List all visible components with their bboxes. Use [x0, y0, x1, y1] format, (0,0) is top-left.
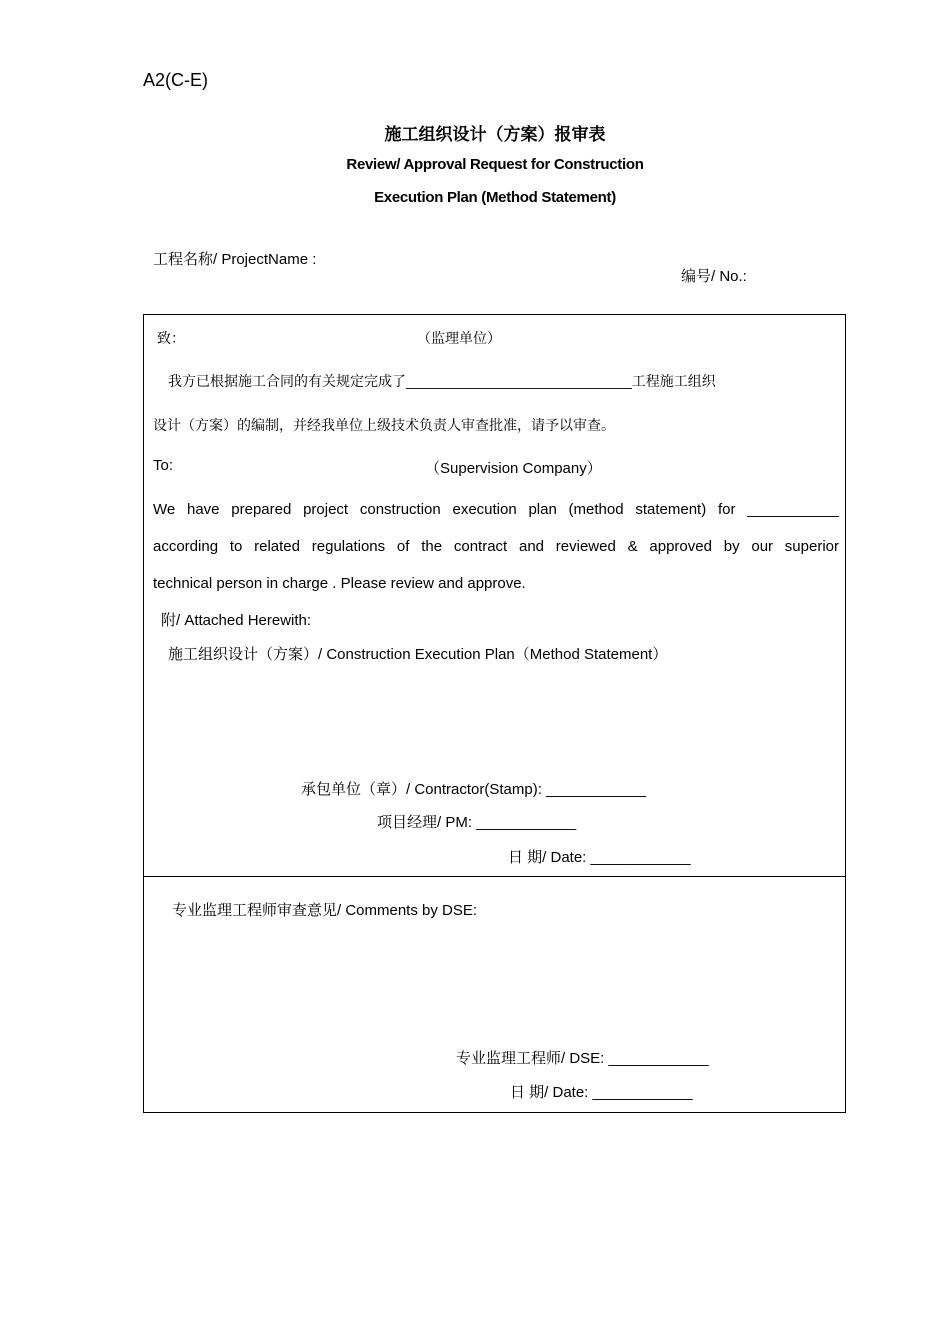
- to-label-cn: 致：: [157, 330, 185, 346]
- supervision-unit-cn: （监理单位）: [417, 330, 501, 346]
- document-number-label: 编号/ No.:: [681, 268, 747, 285]
- date-field: 日 期/ Date: ____________: [508, 849, 691, 866]
- supervision-company-en: （Supervision Company）: [425, 460, 602, 477]
- title-english-line1: Review/ Approval Request for Construction: [346, 156, 644, 173]
- title-chinese: 施工组织设计（方案）报审表: [384, 125, 606, 145]
- form-code: A2(C-E): [143, 70, 209, 90]
- review-section: [143, 876, 846, 1113]
- contractor-stamp-field: 承包单位（章）/ Contractor(Stamp): ____________: [301, 781, 647, 798]
- comments-label: 专业监理工程师审查意见/ Comments by DSE:: [172, 902, 478, 919]
- pm-field: 项目经理/ PM: ____________: [377, 814, 577, 831]
- attached-label: 附/ Attached Herewith:: [161, 612, 312, 629]
- project-name-label: 工程名称/ ProjectName :: [153, 251, 317, 268]
- review-date-field: 日 期/ Date: ____________: [510, 1084, 693, 1101]
- title-english-line2: Execution Plan (Method Statement): [374, 189, 616, 206]
- to-label-en: To:: [153, 457, 174, 474]
- dse-field: 专业监理工程师/ DSE: ____________: [456, 1050, 709, 1067]
- request-body-cn-line2: 设计（方案）的编制，并经我单位上级技术负责人审查批准，请予以审查。: [153, 417, 615, 433]
- attachment-item: 施工组织设计（方案）/ Construction Execution Plan（Method Statement）: [168, 646, 668, 663]
- request-body-en-line3: technical person in charge . Please review and approve.: [153, 575, 526, 592]
- request-body-en-line2: according to related regulations of the contract and reviewed & approved by our superior: [153, 538, 839, 555]
- request-body-en-line1: We have prepared project construction execution plan (method statement) for ___________: [153, 501, 839, 518]
- request-body-cn-line1: 我方已根据施工合同的有关规定完成了_____________________________工程施工组织: [168, 373, 716, 389]
- request-section: [143, 314, 846, 877]
